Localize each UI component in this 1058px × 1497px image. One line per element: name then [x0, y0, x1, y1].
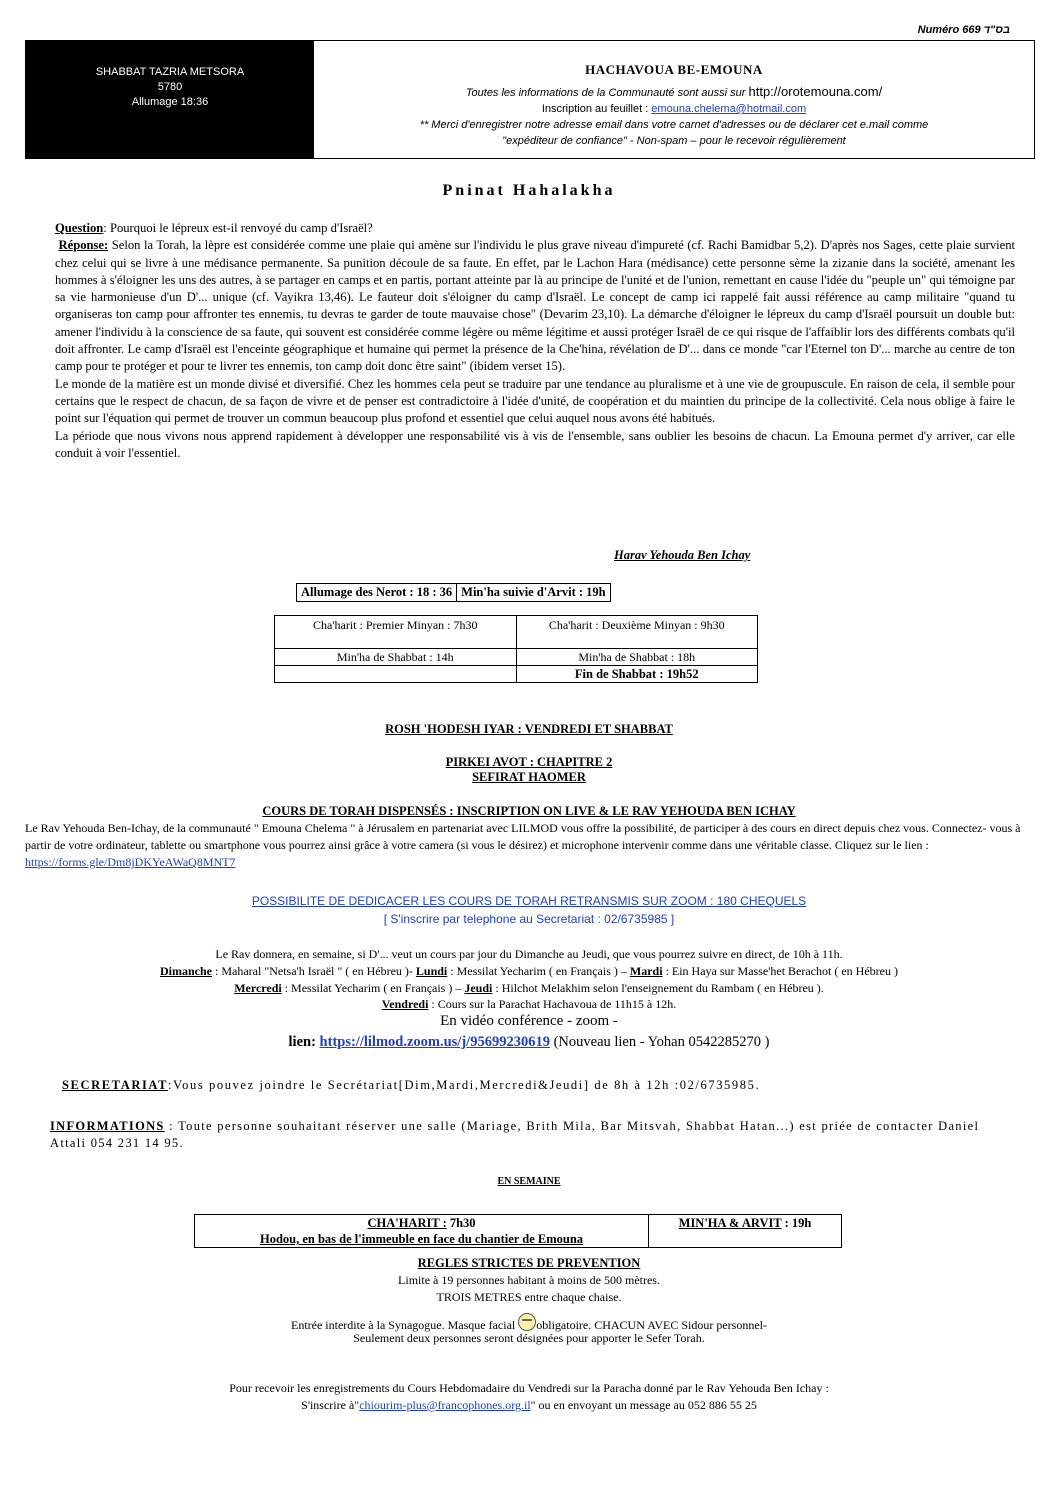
dimanche-label: Dimanche	[160, 964, 213, 978]
secretariat-line: SECRETARIAT:Vous pouvez joindre le Secrétariat[Dim,Mardi,Mercredi&Jeudi] de 8h à 12h :02/6735985.	[62, 1078, 761, 1092]
informations-paragraph: INFORMATIONS : Toute personne souhaitant réserver une salle (Mariage, Brith Mila, Bar Mitsvah, Shabbat Hatan...) est priée de contacter Daniel Attali 054 231 14 95.	[50, 1119, 980, 1150]
question-label: Question	[55, 221, 104, 235]
mercredi-label: Mercredi	[234, 981, 282, 995]
prevention-title: REGLES STRICTES DE PREVENTION	[417, 1256, 641, 1270]
mincha-arvit-cell: Min'ha suivie d'Arvit : 19h	[457, 584, 610, 602]
jeudi-label: Jeudi	[464, 981, 493, 995]
header-masthead	[314, 41, 1034, 158]
header-box	[25, 40, 1035, 159]
zoom-line: lien: https://lilmod.zoom.us/j/95699230619 (Nouveau lien - Yohan 0542285270 )	[288, 1034, 770, 1050]
issue-number: Numéro 669 בס"ד	[917, 24, 1010, 36]
telephone-line: [ S'inscrire par telephone au Secretariat : 02/6735985 ]	[383, 912, 675, 926]
answer-paragraph: Réponse: Selon la Torah, la lèpre est considérée comme une plaie qui amène sur l'individu le plus grave niveau d'impureté (cf. Rachi Bamidbar 5,2). D'après nos Sages, cette plaie survient chez celui qui se livre à une médisance permanente. Sa punition découle de sa faute. En effet, par le Lachon Hara (médisance) cette personne sème la zizanie dans la société, amenant les hommes à s'éloigner les uns des autres, à se partager en camps et en partis, portant atteinte par là au principe de l'unité et de l'union, remettant en cause l'idée du "peuple un" qui témoigne par sa vie harmonieuse d'un D'... unique (cf. Vayikra 13,46). Le fauteur doit s'éloigner du camp d'Israël. Le concept de camp ici rappelé fait aussi référence au camp militaire "quand tu organiseras ton camp pour affronter tes ennemis, tu devras te garder de toute mauvaise chose" (Devarim 23,10). La démarche d'éloigner le lépreux du camp d'Israël poursuit un double but: amener l'individu à la conscience de sa faute, qui souvent est considérée comme légère ou même légitime et aussi protéger Israël de ce qui risque de l'affaiblir lors des différents combats qu'il doit affronter. Le camp d'Israël est l'enceinte géographique et humaine qui permet la présence de la Che'hina, révélation de D'... dans ce monde "car l'Eternel ton D'... marche au centre de ton camp pour te protéger et pour te livrer tes ennemis, ton camp doit donc être saint" (ibidem verset 15).	[55, 238, 1015, 374]
fin-shabbat-cell: Fin de Shabbat : 19h52	[516, 666, 758, 683]
schedule-line-3: Vendredi : Cours sur la Parachat Hachavoua de 11h15 à 12h.	[381, 997, 677, 1011]
mardi-label: Mardi	[629, 964, 663, 978]
secretariat-label: SECRETARIAT	[62, 1078, 169, 1092]
cours-title: COURS DE TORAH DISPENSÉS : INSCRIPTION ON LIVE & LE RAV YEHOUDA BEN ICHAY	[262, 804, 796, 818]
question-line: Question: Pourquoi le lépreux est-il renvoyé du camp d'Israël?	[55, 221, 373, 235]
prevention-line-1: Limite à 19 personnes habitant à moins de 500 mètres.	[398, 1273, 660, 1287]
site-url-link[interactable]: http://orotemouna.com/	[748, 84, 883, 99]
semaine-title: EN SEMAINE	[497, 1176, 561, 1187]
prevention-line-2: TROIS METRES entre chaque chaise.	[436, 1290, 622, 1304]
informations-label: INFORMATIONS	[50, 1119, 165, 1133]
deuxieme-minyan-cell: Cha'harit : Deuxième Minyan : 9h30	[516, 616, 758, 649]
year: 5780	[157, 81, 183, 93]
chaharit-place: Hodou, en bas de l'immeuble en face du chantier de Emouna	[259, 1232, 584, 1246]
parasha-name: SHABBAT TAZRIA METSORA	[95, 66, 245, 78]
form-link[interactable]: https://forms.gle/Dm8jDKYeAWaQ8MNT7	[25, 855, 236, 869]
section-title: Pninat Hahalakha	[442, 182, 616, 199]
masthead-title: HACHAVOUA BE-EMOUNA	[585, 62, 763, 77]
subscribe-email-link[interactable]: emouna.chelema@hotmail.com	[651, 103, 807, 115]
prevention-line-4: Seulement deux personnes seront désignées pour apporter le Sefer Torah.	[353, 1331, 705, 1345]
spam-note-2: "expéditeur de confiance" - Non-spam – pour le recevoir régulièrement	[502, 135, 846, 147]
shabbat-times-top	[296, 583, 611, 602]
spam-note-1: ** Merci d'enregistrer notre adresse email dans votre carnet d'adresses ou de déclarer cet e.mail comme	[419, 119, 929, 131]
pirkei-avot-line: PIRKEI AVOT : CHAPITRE 2	[445, 755, 613, 769]
answer-label: Réponse:	[58, 238, 109, 253]
cours-description: Le Rav Yehouda Ben-Ichay, de la communauté " Emouna Chelema " à Jérusalem en partenariat avec LILMOD vous offre la possibilité, de participer à des cours en direct depuis chez vous. Connectez- vous à partir de votre ordinateur, tablette ou smartphone vous pourrez ainsi grâce à votre camera (si vous le désirez) et microphone intervenir comme dans une véritable classe. Cliquez sur le lien : https://forms.gle/Dm8jDKYeAWaQ8MNT7	[25, 821, 1021, 869]
footer-line-2: S'inscrire à"chiourim-plus@francophones.org.il" ou en envoyant un message au 052 886 55 25	[301, 1398, 757, 1412]
lundi-label: Lundi	[415, 964, 448, 978]
sefirat-line: SEFIRAT HAOMER	[472, 770, 586, 784]
allumage-time: Allumage 18:36	[131, 96, 209, 108]
dedicace-link[interactable]: POSSIBILITE DE DEDICACER LES COURS DE TORAH RETRANSMIS SUR ZOOM : 180 CHEQUELS	[251, 894, 807, 908]
footer-line-1: Pour recevoir les enregistrements du Cours Hebdomadaire du Vendredi sur la Paracha donné par le Rav Yehouda Ben Ichay :	[229, 1381, 829, 1395]
empty-cell	[275, 666, 517, 683]
rav-intro: Le Rav donnera, en semaine, si D'... veut un cours par jour du Dimanche au Jeudi, que vous pourrez suivre en direct, de 10h à 11h.	[215, 947, 843, 961]
rosh-hodesh-line: ROSH 'HODESH IYAR : VENDREDI ET SHABBAT	[385, 722, 673, 736]
mincha-shabbat-2-cell: Min'ha de Shabbat : 18h	[516, 649, 758, 666]
paragraph-3: La période que nous vivons nous apprend rapidement à développer une responsabilité vis à vis de l'ensemble, sans oublier les besoins de chacun. La Emouna permet d'y arriver, car elle conduit à voir l'essentiel.	[55, 428, 1015, 460]
site-info-line: Toutes les informations de la Communauté sont aussi sur http://orotemouna.com/	[465, 84, 883, 99]
allumage-cell: Allumage des Nerot : 18 : 36	[297, 584, 457, 602]
semaine-times	[194, 1214, 842, 1248]
video-conference: En vidéo conférence - zoom -	[440, 1013, 618, 1029]
vendredi-label: Vendredi	[381, 997, 429, 1011]
paragraph-2: Le monde de la matière est un monde divisé et diversifié. Chez les hommes cela peut se traduire par une tendance au pluralisme et à une vie de groupuscule. En raison de cela, il semble pour certains que le respect de chacun, de sa façon de vivre et de penser est contradictoire à l'idée d'unité, de coopération et du maintien du principe de la collectivité. Cela nous oblige à faire le point sur l'équation qui permet de trouver un commun beaucoup plus profond et essentiel que celui auquel nous avons été habitués.	[55, 376, 1015, 426]
schedule-line-1: Dimanche : Maharal "Netsa'h Israël " ( en Hébreu )- Lundi : Messilat Yecharim ( en Français ) – Mardi : Ein Haya sur Masse'het Berachot ( en Hébreu )	[160, 964, 898, 978]
schedule-line-2: Mercredi : Messilat Yecharim ( en Français ) – Jeudi : Hilchot Melakhim selon l'enseignement du Rambam ( en Hébreu ).	[234, 981, 824, 995]
zoom-link[interactable]: https://lilmod.zoom.us/j/95699230619	[319, 1034, 550, 1050]
recordings-email-link[interactable]: chiourim-plus@francophones.org.il	[359, 1398, 531, 1412]
mincha-arvit-cell: MIN'HA & ARVIT : 19h	[649, 1215, 842, 1248]
article-author: Harav Yehouda Ben Ichay	[614, 548, 751, 562]
halakha-article	[55, 220, 1015, 462]
chaharit-cell: CHA'HARIT : 7h30 Hodou, en bas de l'immeuble en face du chantier de Emouna	[195, 1215, 649, 1248]
mincha-shabbat-1-cell: Min'ha de Shabbat : 14h	[275, 649, 517, 666]
masked-smiley-icon	[518, 1313, 536, 1331]
shabbat-times-grid	[274, 615, 758, 683]
prevention-line-3: Entrée interdite à la Synagogue. Masque facial obligatoire. CHACUN AVEC Sidour personnel-	[0, 1313, 1058, 1334]
header-shabbat-info	[26, 41, 314, 158]
premier-minyan-cell: Cha'harit : Premier Minyan : 7h30	[275, 616, 517, 649]
subscribe-line: Inscription au feuillet : emouna.chelema@hotmail.com	[541, 103, 807, 115]
